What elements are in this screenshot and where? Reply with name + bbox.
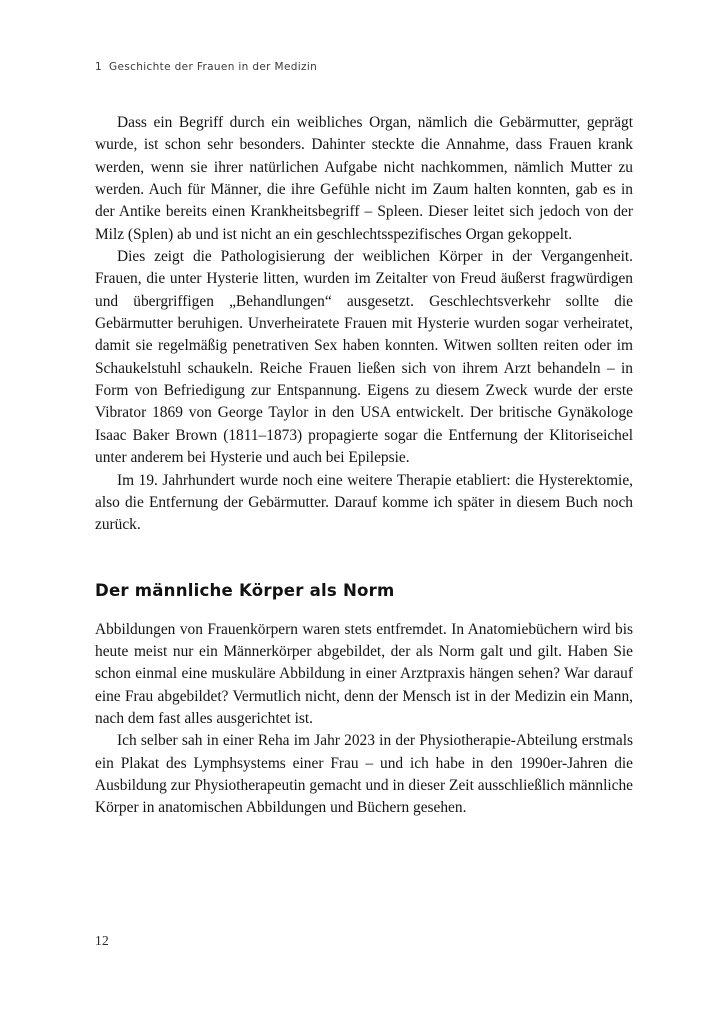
paragraph-4: Abbildungen von Frauenkörpern waren stets entfremdet. In Anatomiebüchern wird bis heute meist nur ein Männerkörper abgebildet, der als Norm galt und gilt. Haben Sie schon einmal eine muskuläre Abbildung in einer Arztpraxis hängen sehen? War darauf eine Frau abgebildet? Vermutlich nicht, denn der Mensch ist in der Medizin ein Mann, nach dem fast alles ausgerichtet ist. — [95, 620, 633, 727]
section-heading: Der männliche Körper als Norm — [95, 580, 395, 600]
running-header-chapter-number: 1 — [95, 61, 103, 73]
paragraph-1: Dass ein Begriff durch ein weibliches Organ, nämlich die Gebärmutter, geprägt wurde, ist schon sehr besonders. Dahinter steckte die Annahme, dass Frauen krank werden, wenn sie ihrer natürlichen Aufgabe nicht nachkommen, nämlich Mutter zu werden. Auch für Männer, die ihre Gefühle nicht im Zaum halten konnten, gab es in der Antike bereits einen Krankheitsbegriff – Spleen. Dieser leitet sich jedoch von der Milz (Splen) ab und ist nicht an ein geschlechtsspezifisches Organ gekoppelt. — [95, 114, 633, 243]
paragraph-2: Dies zeigt die Pathologisierung der weiblichen Körper in der Vergangenheit. Frauen, die unter Hysterie litten, wurden im Zeitalter von Freud äußerst fragwürdigen und übergriffigen „Behandlungen“ ausgesetzt. Geschlechtsverkehr sollte die Gebärmutter beruhigen. Unverheiratete Frauen mit Hysterie wurden sogar verheiratet, damit sie regelmäßig penetrativen Sex haben konnten. Witwen sollten reiten oder im Schaukelstuhl schaukeln. Reiche Frauen ließen sich von ihrem Arzt behandeln – in Form von Befriedigung zur Entspannung. Eigens zu diesem Zweck wurde der erste Vibrator 1869 von George Taylor in den USA entwickelt. Der britische Gynäkologe Isaac Baker Brown (1811–1873) propagierte sogar die Entfernung der Klitoriseichel unter anderem bei Hysterie und auch bei Epilepsie. — [95, 248, 633, 467]
body-text-block — [95, 112, 633, 820]
paragraph-5: Ich selber sah in einer Reha im Jahr 2023 in der Physiotherapie-Abteilung erstmals ein Plakat des Lymphsystems einer Frau – und ich habe in den 1990er-Jahren die Ausbildung zur Physiotherapeutin gemacht und in dieser Zeit ausschließlich männliche Körper in anatomischen Abbildungen und Büchern gesehen. — [95, 732, 633, 817]
paragraph-3: Im 19. Jahrhundert wurde noch eine weitere Therapie etabliert: die Hysterektomie, also die Entfernung der Gebärmutter. Darauf komme ich später in diesem Buch noch zurück. — [95, 471, 633, 534]
running-header-chapter-title: Geschichte der Frauen in der Medizin — [109, 61, 318, 73]
page-number: 12 — [95, 933, 109, 948]
running-header — [95, 61, 635, 73]
